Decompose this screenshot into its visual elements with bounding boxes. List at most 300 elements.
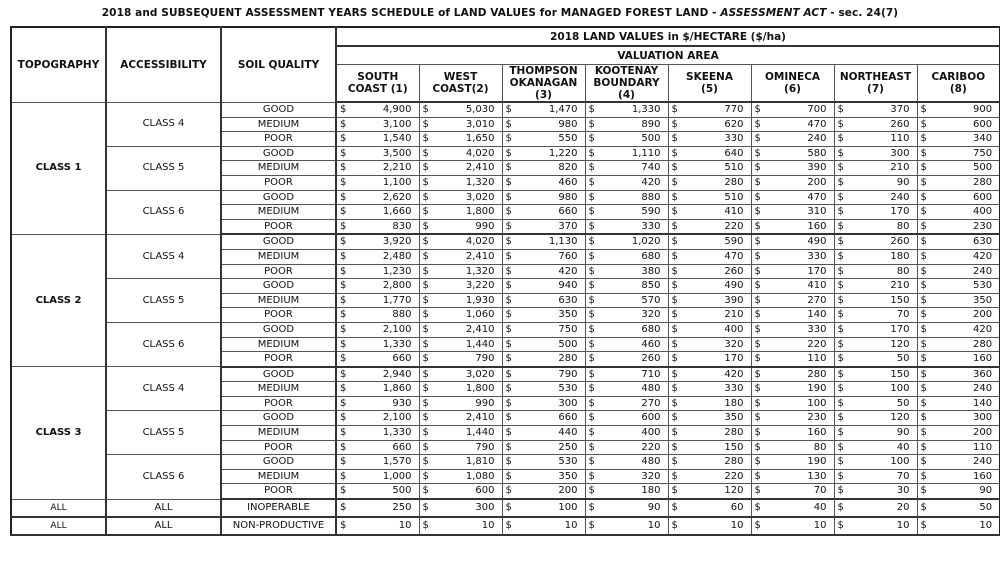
currency-symbol: $ [920, 206, 927, 218]
value-cell [668, 367, 751, 382]
currency-symbol: $ [754, 502, 761, 514]
value-cell [917, 190, 1000, 205]
value-amount: 150 [724, 441, 744, 453]
currency-symbol: $ [837, 176, 844, 188]
value-cell [834, 264, 917, 279]
value-cell [419, 146, 502, 161]
currency-symbol: $ [754, 236, 761, 248]
value-cell [668, 264, 751, 279]
value-cell [917, 367, 1000, 382]
currency-symbol: $ [837, 191, 844, 203]
value-cell [502, 499, 585, 517]
currency-symbol: $ [671, 236, 678, 248]
value-cell [917, 352, 1000, 367]
accessibility-cell: CLASS 6 [106, 322, 221, 366]
currency-symbol: $ [671, 520, 678, 532]
value-cell [834, 499, 917, 517]
value-amount: 4,020 [465, 236, 495, 248]
currency-symbol: $ [422, 294, 429, 306]
currency-symbol: $ [671, 441, 678, 453]
header-area-text: THOMPSON [509, 65, 578, 77]
value-cell [585, 102, 668, 117]
value-amount: 170 [724, 353, 744, 365]
currency-symbol: $ [837, 456, 844, 468]
value-cell [336, 455, 419, 470]
currency-symbol: $ [422, 280, 429, 292]
value-cell [336, 308, 419, 323]
value-amount: 1,540 [382, 133, 412, 145]
value-cell [834, 426, 917, 441]
header-area-text: SKEENA [686, 71, 733, 83]
value-cell [336, 517, 419, 535]
currency-symbol: $ [837, 133, 844, 145]
value-cell [336, 205, 419, 220]
value-amount: 980 [558, 191, 578, 203]
value-cell [502, 132, 585, 147]
currency-symbol: $ [588, 502, 595, 514]
value-cell [419, 249, 502, 264]
value-cell [419, 234, 502, 249]
value-cell [834, 132, 917, 147]
value-cell [834, 411, 917, 426]
value-amount: 880 [392, 309, 412, 321]
currency-symbol: $ [340, 294, 347, 306]
value-amount: 930 [392, 397, 412, 409]
currency-symbol: $ [588, 133, 595, 145]
currency-symbol: $ [340, 353, 347, 365]
currency-symbol: $ [837, 236, 844, 248]
currency-symbol: $ [422, 265, 429, 277]
value-cell [751, 426, 834, 441]
value-cell [668, 411, 751, 426]
value-amount: 170 [890, 206, 910, 218]
value-cell [419, 426, 502, 441]
header-area-text: NORTHEAST [839, 71, 912, 83]
value-cell [419, 322, 502, 337]
value-amount: 580 [807, 147, 827, 159]
value-cell [668, 469, 751, 484]
currency-symbol: $ [505, 147, 512, 159]
soil-quality-cell: MEDIUM [221, 205, 336, 220]
value-amount: 160 [807, 220, 827, 232]
currency-symbol: $ [340, 323, 347, 335]
value-amount: 210 [890, 162, 910, 174]
currency-symbol: $ [588, 236, 595, 248]
value-amount: 360 [973, 368, 993, 380]
value-amount: 1,110 [631, 147, 661, 159]
value-cell [502, 234, 585, 249]
value-cell [668, 102, 751, 117]
value-amount: 1,000 [382, 470, 412, 482]
value-amount: 240 [890, 191, 910, 203]
value-cell [336, 219, 419, 234]
value-cell [419, 382, 502, 397]
value-cell [585, 499, 668, 517]
value-cell [917, 484, 1000, 499]
currency-symbol: $ [671, 353, 678, 365]
currency-symbol: $ [588, 485, 595, 497]
header-land-values: 2018 LAND VALUES in $/HECTARE ($/ha) [336, 27, 1000, 46]
value-cell [502, 322, 585, 337]
soil-quality-cell: POOR [221, 352, 336, 367]
header-area-text: (5) [701, 83, 718, 95]
soil-quality-cell: GOOD [221, 102, 336, 117]
soil-quality-cell: POOR [221, 219, 336, 234]
value-amount: 80 [896, 220, 910, 232]
header-area-4 [585, 65, 668, 103]
value-amount: 140 [973, 397, 993, 409]
value-amount: 1,800 [465, 383, 495, 395]
currency-symbol: $ [340, 309, 347, 321]
currency-symbol: $ [920, 220, 927, 232]
value-amount: 3,500 [382, 147, 412, 159]
header-area-text: OKANAGAN [509, 77, 578, 89]
currency-symbol: $ [505, 265, 512, 277]
value-cell [751, 279, 834, 294]
value-cell [668, 219, 751, 234]
value-amount: 270 [807, 294, 827, 306]
currency-symbol: $ [588, 220, 595, 232]
currency-symbol: $ [340, 118, 347, 130]
soil-quality-cell: POOR [221, 396, 336, 411]
land-values-table [10, 26, 1000, 536]
currency-symbol: $ [754, 206, 761, 218]
currency-symbol: $ [588, 191, 595, 203]
value-amount: 40 [896, 441, 910, 453]
currency-symbol: $ [340, 176, 347, 188]
header-area-text: (8) [949, 83, 967, 95]
value-amount: 300 [475, 502, 495, 514]
value-cell [751, 382, 834, 397]
value-amount: 280 [973, 176, 993, 188]
value-amount: 470 [807, 191, 827, 203]
table-row-special [11, 499, 1000, 517]
value-cell [668, 132, 751, 147]
currency-symbol: $ [340, 191, 347, 203]
value-amount: 440 [558, 427, 578, 439]
value-amount: 320 [641, 309, 661, 321]
currency-symbol: $ [671, 456, 678, 468]
currency-symbol: $ [920, 502, 927, 514]
soil-quality-cell: GOOD [221, 146, 336, 161]
currency-symbol: $ [920, 147, 927, 159]
value-cell [336, 484, 419, 499]
header-area-text: OMINECA [764, 71, 821, 83]
currency-symbol: $ [920, 191, 927, 203]
currency-symbol: $ [505, 368, 512, 380]
value-cell [834, 205, 917, 220]
currency-symbol: $ [505, 176, 512, 188]
currency-symbol: $ [920, 520, 927, 532]
value-cell [668, 249, 751, 264]
value-amount: 1,020 [631, 236, 661, 248]
value-amount: 3,920 [382, 236, 412, 248]
value-cell [585, 484, 668, 499]
currency-symbol: $ [920, 323, 927, 335]
value-cell [751, 102, 834, 117]
value-amount: 1,770 [382, 294, 412, 306]
value-amount: 160 [973, 353, 993, 365]
value-amount: 990 [475, 397, 495, 409]
currency-symbol: $ [422, 502, 429, 514]
value-cell [502, 293, 585, 308]
value-amount: 1,810 [465, 456, 495, 468]
accessibility-cell: CLASS 6 [106, 455, 221, 499]
currency-symbol: $ [422, 176, 429, 188]
currency-symbol: $ [837, 520, 844, 532]
header-area-text: KOOTENAY [594, 65, 659, 77]
value-cell [419, 219, 502, 234]
currency-symbol: $ [920, 236, 927, 248]
value-cell [585, 382, 668, 397]
value-cell [751, 117, 834, 132]
currency-symbol: $ [505, 118, 512, 130]
currency-symbol: $ [754, 176, 761, 188]
currency-symbol: $ [837, 294, 844, 306]
value-cell [336, 440, 419, 455]
currency-symbol: $ [920, 280, 927, 292]
value-amount: 1,660 [382, 206, 412, 218]
value-cell [336, 426, 419, 441]
header-topography: TOPOGRAPHY [11, 27, 106, 102]
value-cell [419, 396, 502, 411]
header-area-text: WEST [443, 71, 478, 83]
value-cell [668, 517, 751, 535]
value-amount: 230 [973, 220, 993, 232]
value-amount: 2,620 [382, 191, 412, 203]
currency-symbol: $ [340, 456, 347, 468]
value-cell [834, 161, 917, 176]
header-area-8 [917, 65, 1000, 103]
value-amount: 400 [973, 206, 993, 218]
currency-symbol: $ [671, 323, 678, 335]
value-amount: 1,320 [465, 176, 495, 188]
accessibility-cell: CLASS 4 [106, 367, 221, 411]
currency-symbol: $ [920, 485, 927, 497]
value-cell [585, 517, 668, 535]
value-cell [585, 367, 668, 382]
value-amount: 660 [392, 441, 412, 453]
value-cell [668, 484, 751, 499]
value-amount: 300 [890, 147, 910, 159]
value-cell [751, 337, 834, 352]
header-area-text: (6) [784, 83, 801, 95]
value-amount: 590 [724, 236, 744, 248]
currency-symbol: $ [837, 383, 844, 395]
value-cell [751, 132, 834, 147]
currency-symbol: $ [422, 427, 429, 439]
value-cell [834, 382, 917, 397]
currency-symbol: $ [588, 265, 595, 277]
accessibility-cell: CLASS 5 [106, 146, 221, 190]
value-amount: 550 [558, 133, 578, 145]
currency-symbol: $ [505, 520, 512, 532]
currency-symbol: $ [422, 397, 429, 409]
value-amount: 630 [973, 236, 993, 248]
value-amount: 240 [973, 456, 993, 468]
value-amount: 2,410 [465, 162, 495, 174]
value-amount: 1,230 [382, 265, 412, 277]
value-cell [336, 469, 419, 484]
currency-symbol: $ [754, 427, 761, 439]
value-cell [751, 161, 834, 176]
currency-symbol: $ [837, 353, 844, 365]
topography-cell: CLASS 1 [11, 102, 106, 234]
value-amount: 500 [558, 338, 578, 350]
currency-symbol: $ [340, 338, 347, 350]
value-amount: 330 [807, 323, 827, 335]
value-amount: 180 [641, 485, 661, 497]
currency-symbol: $ [340, 397, 347, 409]
currency-symbol: $ [340, 280, 347, 292]
value-cell [668, 161, 751, 176]
currency-symbol: $ [671, 412, 678, 424]
value-amount: 170 [807, 265, 827, 277]
accessibility-cell: CLASS 5 [106, 279, 221, 323]
value-amount: 660 [558, 412, 578, 424]
currency-symbol: $ [588, 338, 595, 350]
value-amount: 180 [890, 250, 910, 262]
value-amount: 900 [973, 104, 993, 115]
value-amount: 420 [641, 176, 661, 188]
currency-symbol: $ [754, 456, 761, 468]
currency-symbol: $ [837, 309, 844, 321]
value-cell [751, 499, 834, 517]
value-cell [834, 367, 917, 382]
value-amount: 50 [896, 353, 910, 365]
currency-symbol: $ [505, 485, 512, 497]
currency-symbol: $ [588, 147, 595, 159]
value-cell [585, 396, 668, 411]
value-amount: 2,410 [465, 412, 495, 424]
currency-symbol: $ [754, 147, 761, 159]
value-cell [419, 161, 502, 176]
currency-symbol: $ [671, 397, 678, 409]
value-cell [419, 102, 502, 117]
value-amount: 390 [807, 162, 827, 174]
header-area-text: COAST(2) [432, 83, 489, 95]
value-cell [336, 234, 419, 249]
currency-symbol: $ [422, 338, 429, 350]
value-amount: 270 [641, 397, 661, 409]
value-amount: 1,330 [382, 427, 412, 439]
value-amount: 770 [724, 104, 744, 115]
value-cell [917, 161, 1000, 176]
value-amount: 120 [890, 338, 910, 350]
value-amount: 660 [558, 206, 578, 218]
value-amount: 640 [724, 147, 744, 159]
currency-symbol: $ [754, 280, 761, 292]
value-amount: 240 [973, 265, 993, 277]
value-cell [502, 396, 585, 411]
currency-symbol: $ [754, 118, 761, 130]
currency-symbol: $ [588, 412, 595, 424]
value-cell [751, 175, 834, 190]
value-cell [336, 396, 419, 411]
header-area-6 [751, 65, 834, 103]
currency-symbol: $ [422, 118, 429, 130]
value-amount: 110 [973, 441, 993, 453]
title-suffix: - sec. 24(7) [826, 7, 899, 19]
value-amount: 470 [807, 118, 827, 130]
currency-symbol: $ [505, 323, 512, 335]
value-amount: 5,030 [465, 104, 495, 115]
value-cell [502, 337, 585, 352]
currency-symbol: $ [422, 323, 429, 335]
currency-symbol: $ [340, 470, 347, 482]
value-amount: 350 [558, 470, 578, 482]
accessibility-cell: CLASS 4 [106, 234, 221, 278]
value-cell [917, 102, 1000, 117]
currency-symbol: $ [588, 456, 595, 468]
value-cell [917, 440, 1000, 455]
currency-symbol: $ [837, 338, 844, 350]
currency-symbol: $ [588, 383, 595, 395]
currency-symbol: $ [837, 368, 844, 380]
value-cell [585, 469, 668, 484]
value-cell [502, 102, 585, 117]
value-cell [751, 469, 834, 484]
currency-symbol: $ [340, 250, 347, 262]
value-cell [419, 455, 502, 470]
value-cell [502, 117, 585, 132]
currency-symbol: $ [505, 162, 512, 174]
value-amount: 230 [807, 412, 827, 424]
value-cell [336, 279, 419, 294]
value-cell [751, 484, 834, 499]
value-cell [336, 117, 419, 132]
currency-symbol: $ [920, 412, 927, 424]
value-cell [834, 469, 917, 484]
table-row [11, 102, 1000, 117]
value-cell [917, 308, 1000, 323]
value-cell [668, 322, 751, 337]
value-cell [751, 190, 834, 205]
currency-symbol: $ [588, 104, 595, 115]
currency-symbol: $ [422, 383, 429, 395]
value-cell [917, 175, 1000, 190]
currency-symbol: $ [837, 162, 844, 174]
soil-quality-cell: POOR [221, 440, 336, 455]
value-cell [419, 175, 502, 190]
value-cell [336, 102, 419, 117]
currency-symbol: $ [422, 206, 429, 218]
currency-symbol: $ [422, 368, 429, 380]
value-cell [336, 264, 419, 279]
value-cell [585, 293, 668, 308]
currency-symbol: $ [505, 104, 512, 115]
currency-symbol: $ [671, 162, 678, 174]
value-amount: 330 [724, 383, 744, 395]
value-amount: 20 [896, 502, 910, 514]
value-cell [668, 279, 751, 294]
value-cell [668, 455, 751, 470]
currency-symbol: $ [422, 520, 429, 532]
value-amount: 570 [641, 294, 661, 306]
value-amount: 2,210 [382, 162, 412, 174]
header-area-text: COAST (1) [347, 83, 408, 95]
value-amount: 220 [724, 470, 744, 482]
currency-symbol: $ [671, 265, 678, 277]
currency-symbol: $ [671, 427, 678, 439]
currency-symbol: $ [340, 220, 347, 232]
value-cell [419, 190, 502, 205]
value-amount: 850 [641, 280, 661, 292]
value-cell [834, 219, 917, 234]
value-amount: 790 [475, 441, 495, 453]
value-amount: 120 [890, 412, 910, 424]
table-row [11, 190, 1000, 205]
